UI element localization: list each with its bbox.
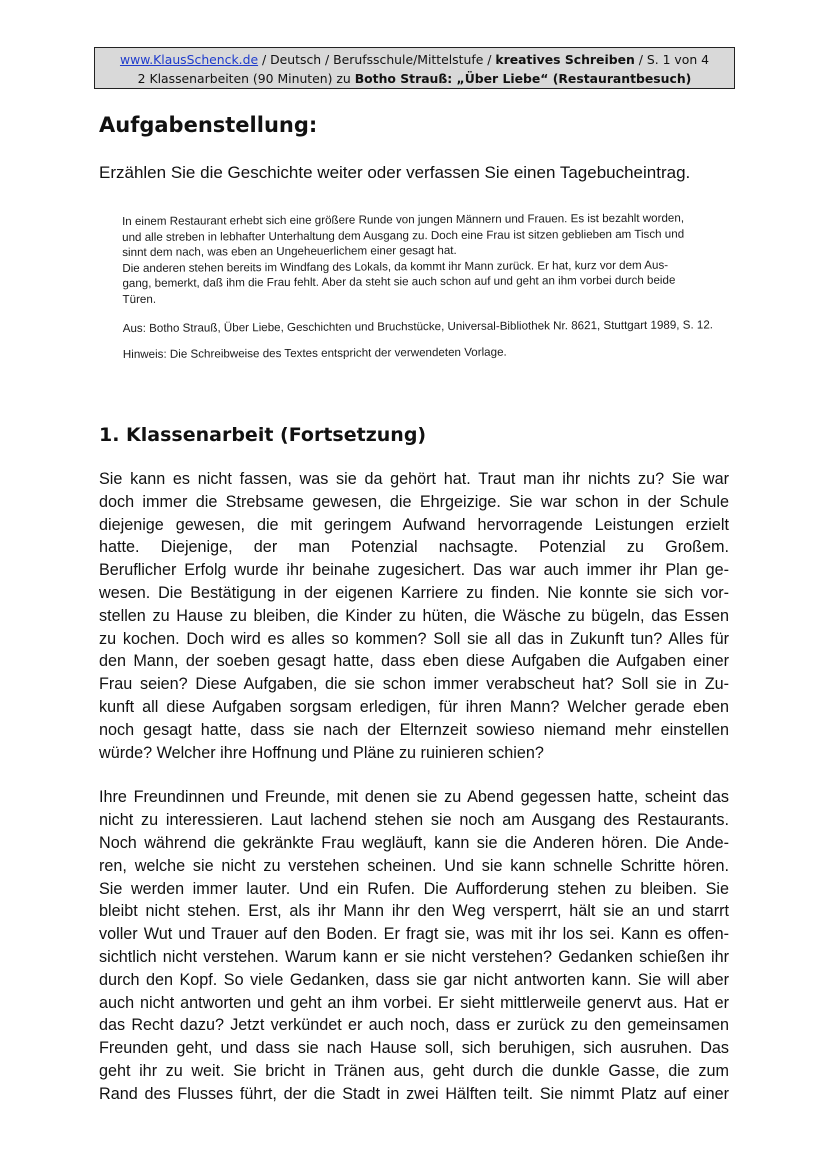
essay-line: doch immer die Strebsame gewesen, die Ehrgeizige. Sie war schon in der Schule (99, 492, 729, 511)
essay-line: Sie kann es nicht fassen, was sie da gehört hat. Traut man ihr nichts zu? Sie war (99, 470, 729, 488)
essay-line: bleibt nicht stehen. Erst, als ihr Mann ihr den Weg versperrt, hält sie an und starrt (99, 902, 729, 921)
excerpt-source: Aus: Botho Strauß, Über Liebe, Geschichten und Bruchstücke, Universal-Bibliothek Nr. 8621, Stuttgart 1989, S. 12. (122, 318, 714, 335)
header-work-title: Botho Strauß: „Über Liebe“ (Restaurantbesuch) (354, 71, 692, 86)
essay-line: Frau seien? Diese Aufgaben, die sie schon immer verabscheut hat? Soll sie in Zu- (99, 675, 729, 694)
site-link[interactable]: www.KlausSchenck.de (119, 52, 259, 67)
essay-line: Freunden geht, und dass sie nach Hause soll, sich beruhigen, sich ausruhen. Das (99, 1039, 729, 1058)
essay-line: durch den Kopf. So viele Gedanken, dass sie gar nicht antworten kann. Sie will aber (99, 970, 729, 989)
page-header (94, 47, 735, 89)
essay-line: geht ihr zu weit. Sie bricht in Tränen aus, geht durch die dunkle Gasse, die zum (99, 1061, 729, 1080)
header-topic: kreatives Schreiben (495, 52, 635, 67)
excerpt-line: Die anderen stehen bereits im Windfang des Lokals, da kommt ihr Mann zurück. Er hat, kurz vor dem Aus- (122, 258, 669, 275)
essay-body (99, 468, 729, 1106)
excerpt-line: In einem Restaurant erhebt sich eine größere Runde von jungen Männern und Frauen. Es ist bezahlt worden, (122, 211, 685, 228)
essay-line: stellen zu Hause zu bleiben, die Kinder zu hüten, die Wäsche zu bügeln, das Essen (99, 606, 729, 625)
essay-line: Rand des Flusses führt, der die Stadt in zwei Hälften teilt. Sie nimmt Platz auf einer (99, 1084, 729, 1103)
essay-line: Noch während die gekränkte Frau wegläuft, kann sie die Anderen hören. Die Ande- (99, 833, 729, 852)
essay-paragraph (99, 786, 729, 1105)
excerpt-line: gang, bemerkt, daß ihm die Frau fehlt. Aber da steht sie auch schon auf und geht an ihm vorbei durch beide (122, 273, 676, 290)
essay-line: sichtlich nicht verstehen. Warum kann er sie nicht verstehen? Gedanken schießen ihr (99, 947, 729, 966)
header-line-2 (95, 69, 734, 88)
essay-line: auch nicht antworten und geht an ihm vorbei. Er sieht mittlerweile genervt aus. Hat er (99, 993, 729, 1012)
excerpt-line: sinnt dem nach, was eben an Ungeheuerlichem einer gesagt hat. (122, 243, 457, 259)
essay-line: voller Wut und Trauer auf den Boden. Er fragt sie, was mit ihr los sei. Kann es offen- (99, 925, 729, 944)
essay-line: zu kochen. Doch wird es alles so kommen? Soll sie all das in Zukunft tun? Alles für (99, 629, 729, 648)
essay-line: nicht zu interessieren. Laut lachend stehen sie noch am Ausgang des Restaurants. (99, 811, 729, 830)
excerpt-line: und alle streben in lebhafter Unterhaltung dem Ausgang zu. Doch eine Frau ist sitzen geblieben am Tisch und (122, 227, 685, 244)
essay-line: noch gesagt hatte, dass sie nach der Elternzeit sowieso niemand mehr einstellen (99, 720, 729, 739)
excerpt-hint: Hinweis: Die Schreibweise des Textes entspricht der verwendeten Vorlage. (122, 345, 507, 361)
task-instruction: Erzählen Sie die Geschichte weiter oder verfassen Sie einen Tagebucheintrag. (99, 163, 691, 182)
header-breadcrumb-a: / Deutsch / Berufsschule/Mittelstufe / (258, 52, 496, 67)
essay-line: Ihre Freundinnen und Freunde, mit denen sie zu Abend gegessen hatte, scheint das (99, 788, 729, 807)
excerpt-line: Türen. (122, 292, 157, 306)
essay-paragraph (99, 468, 729, 764)
essay-line: würde? Welcher ihre Hoffnung und Pläne zu ruinieren schien? (99, 743, 544, 762)
page-title: Aufgabenstellung: (99, 113, 318, 137)
header-exam-info: 2 Klassenarbeiten (90 Minuten) zu (137, 71, 355, 86)
essay-line: das Recht dazu? Jetzt verkündet er auch noch, dass er zurück zu den gemeinsamen (99, 1016, 729, 1035)
essay-line: den Mann, der soeben gesagt hatte, dass eben diese Aufgaben die Aufgaben einer (99, 652, 729, 671)
essay-line: Sie werden immer lauter. Und ein Rufen. Die Aufforderung stehen zu bleiben. Sie (99, 879, 729, 898)
essay-line: Beruflicher Erfolg wurde ihr beinahe zugesichert. Das war auch immer ihr Plan ge- (99, 561, 729, 580)
section-heading: 1. Klassenarbeit (Fortsetzung) (99, 424, 427, 446)
essay-line: diejenige gewesen, die mit geringem Aufwand hervorragende Leistungen erzielt (99, 515, 729, 534)
essay-line: ren, welche sie nicht zu verstehen scheinen. Und sie kann schnelle Schritte hören. (99, 856, 729, 875)
essay-line: wesen. Die Bestätigung in der eigenen Karriere zu finden. Nie konnte sie sich vor- (99, 583, 729, 602)
essay-line: kunft all diese Aufgaben sorgsam erledigen, für ihren Mann? Welcher gerade eben (99, 697, 729, 716)
essay-line: hatte. Diejenige, der man Potenzial nachsagte. Potenzial zu Großem. (99, 538, 729, 557)
source-excerpt (122, 210, 723, 362)
header-page-number: / S. 1 von 4 (634, 52, 710, 67)
header-line-1 (95, 50, 734, 69)
